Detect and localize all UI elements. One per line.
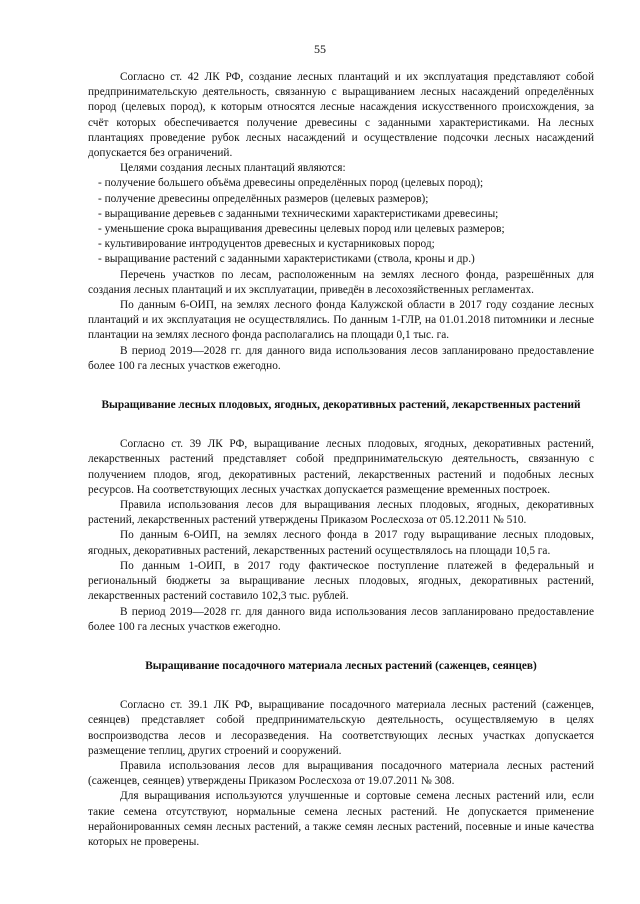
intro-paragraph-4: По данным 6-ОИП, на землях лесного фонда Калужской области в 2017 году создание лесных плантаций и их эксплуатация не осуществлялись. По данным 1-ГЛР, на 01.01.2018 питомники и лесные плантации на землях лесного фонда располагались на площади 0,1 тыс. га. — [88, 299, 594, 342]
seedlings-paragraph-1: Согласно ст. 39.1 ЛК РФ, выращивание посадочного материала лесных растений (саженцев, сеянцев) представляет собой предпринимательскую деятельность, осуществляемую в целях воспроизводства лесов и лесоразведения. На соответствующих лесных участках допускается размещение теплиц, других строений и сооружений. — [88, 699, 594, 757]
fruit-paragraph-4: По данным 1-ОИП, в 2017 году фактическое поступление платежей в федеральный и региональный бюджеты за выращивание лесных плодовых, ягодных, декоративных растений, лекарственных растений составило 102,3 тыс. рублей. — [88, 559, 594, 603]
section-spacer — [88, 674, 594, 698]
goal-list-item: - выращивание растений с заданными характеристиками (ствола, кроны и др.) — [98, 253, 475, 266]
fruit-paragraph-3: По данным 6-ОИП, на землях лесного фонда в 2017 году выращивание лесных плодовых, ягодных, декоративных растений, лекарственных растений осуществлялось на площади 10,5 га. — [88, 529, 594, 557]
goal-list-item: - уменьшение срока выращивания древесины целевых пород или целевых размеров; — [98, 223, 505, 236]
intro-paragraph-5: В период 2019—2028 гг. для данного вида использования лесов запланировано предоставление более 100 га лесных участков ежегодно. — [88, 344, 594, 372]
seedlings-paragraph-3: Для выращивания используются улучшенные и сортовые семена лесных растений или, если такие семена отсутствуют, нормальные семена лесных растений. Не допускается применение нерайонированных семян лесных растений, а также семян лесных растений, посевные и иные качества которых не проверены. — [88, 790, 594, 848]
intro-paragraph-2: Целями создания лесных плантаций являются: — [120, 162, 346, 175]
fruit-paragraph-1: Согласно ст. 39 ЛК РФ, выращивание лесных плодовых, ягодных, декоративных растений, лекарственных растений представляет собой предпринимательскую деятельность, связанную с получением плодов, ягод, декоративных растений, лекарственных растений и подобных лесных ресурсов. На соответствующих лесных участках допускается размещение временных построек. — [88, 438, 594, 496]
goal-list-item: - выращивание деревьев с заданными техническими характеристиками древесины; — [98, 207, 499, 220]
goal-list-item: - получение древесины определённых размеров (целевых размеров); — [98, 192, 429, 205]
fruit-paragraph-2: Правила использования лесов для выращивания лесных плодовых, ягодных, декоративных растений, лекарственных растений утверждены Приказом Рослесхоза от 05.12.2011 № 510. — [88, 499, 594, 527]
fruit-paragraph-5: В период 2019—2028 гг. для данного вида использования лесов запланировано предоставление более 100 га лесных участков ежегодно. — [88, 605, 594, 633]
section-heading-fruit-plants: Выращивание лесных плодовых, ягодных, декоративных растений, лекарственных растений — [101, 399, 581, 412]
seedlings-paragraph-2: Правила использования лесов для выращивания посадочного материала лесных растений (саженцев, сеянцев) утверждены Приказом Рослесхоза от 19.07.2011 № 308. — [88, 759, 594, 788]
goal-list-item: - получение большего объёма древесины определённых пород (целевых пород); — [98, 177, 484, 190]
intro-paragraph-3: Перечень участков по лесам, расположенным на землях лесного фонда, разрешённых для создания лесных плантаций и их эксплуатации, приведён в лесохозяйственных регламентах. — [88, 268, 594, 296]
page-content — [88, 70, 594, 850]
intro-paragraph-1: Согласно ст. 42 ЛК РФ, создание лесных плантаций и их эксплуатация представляют собой предпринимательскую деятельность, связанную с выращиванием лесных насаждений определённых пород (целевых пород), к которым относятся лесные насаждения искусственного происхождения, за счёт которых обеспечивается получение древесины с заданными характеристиками. На лесных плантациях проведение рубок лесных насаждений и осуществление подсочки лесных насаждений допускается без ограничений. — [88, 71, 594, 160]
goal-list-item: - культивирование интродуцентов древесных и кустарниковых пород; — [98, 238, 435, 251]
section-spacer — [88, 413, 594, 437]
section-heading-seedlings: Выращивание посадочного материала лесных растений (саженцев, сеянцев) — [145, 659, 537, 672]
section-spacer — [88, 374, 594, 398]
page-number: 55 — [314, 42, 326, 56]
section-spacer — [88, 635, 594, 659]
